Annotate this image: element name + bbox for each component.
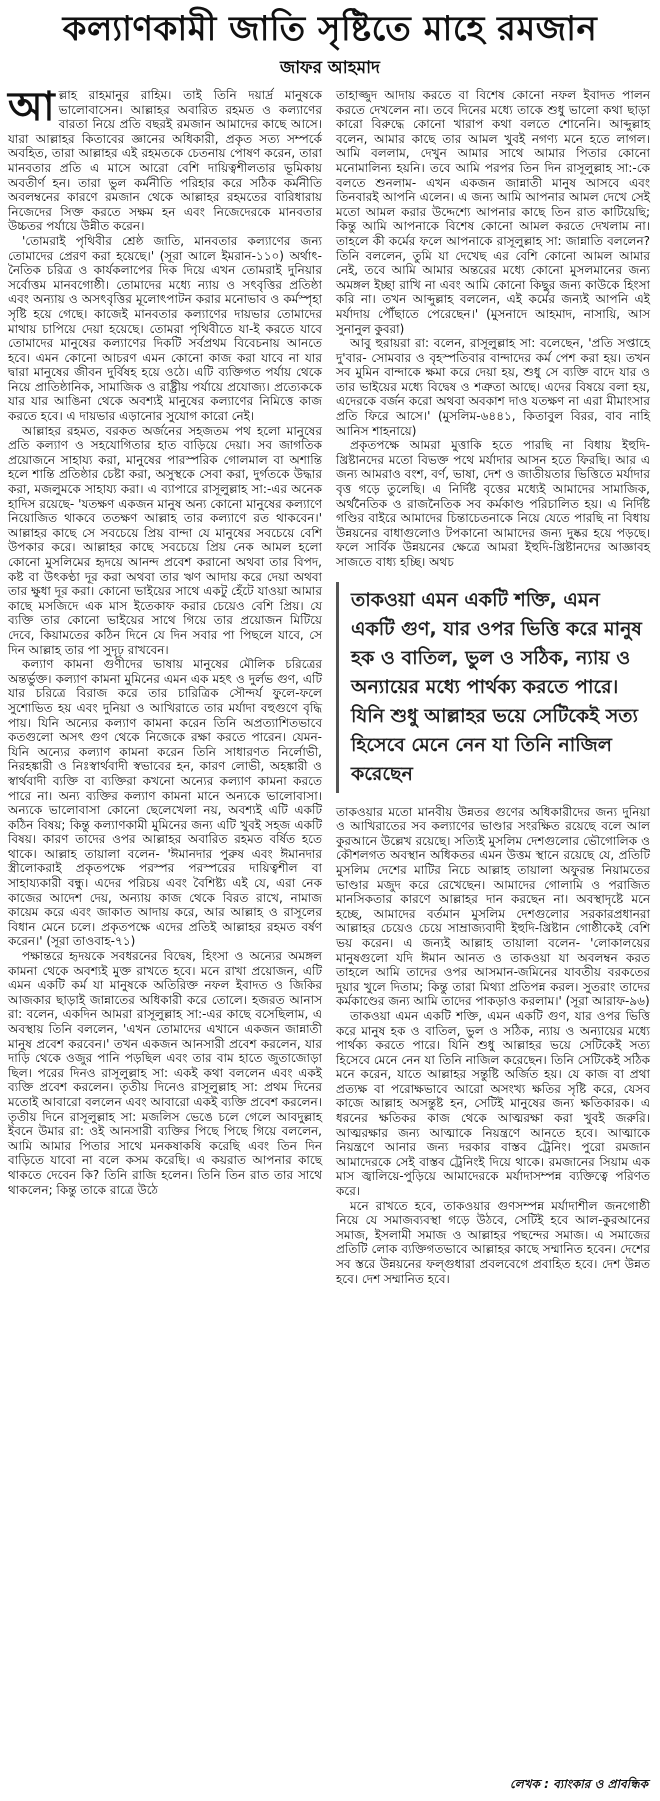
article-column-left [8,84,322,1197]
article-paragraph: তাকওয়ার মতো মানবীয় উন্নতর গুণের অধিকারীদের জন্য দুনিয়া ও আখিরাতের সব কল্যাণের ভাণ্ডার সংরক্ষিত রয়েছে বলে আল কুরআনে উল্লেখ রয়েছে। সত্যিই মুসলিম দেশগুলোর ভৌগোলিক ও কৌশলগত অবস্থান অধিকতর এমন উত্তম স্থানে রয়েছে যে, প্রতিটি মুসলিম দেশের মাটির নিচে আল্লাহ তায়ালা অফুরন্ত নিয়ামতের ভাণ্ডার মজুদ করে রেখেছেন। আমাদের গোলামি ও পরাজিত মানসিকতার কারণে আল্লাহর দান করছেন না। অবস্থাদৃষ্টে মনে হচ্ছে, আমাদের বর্তমান মুসলিম দেশগুলোর সরকারপ্রধানরা আল্লাহর চেয়েও চেয়ে সাম্রাজ্যবাদী ইহুদি-খ্রিষ্টান গোষ্ঠীকেই বেশি ভয় করেন। এ জন্যই আল্লাহ তায়ালা বলেন- 'লোকালয়ের মানুষগুলো যদি ঈমান আনত ও তাকওয়া যা অবলম্বন করত তাহলে আমি তাদের ওপর আসমান-জমিনের যাবতীয় বরকতের দুয়ার খুলে দিতাম; কিন্তু তারা মিথ্যা প্রতিপন্ন করল। সুতরাং তাদের কর্মকাণ্ডের জন্য আমি তাদের পাকড়াও করলাম।' (সূরা আরাফ-৯৬) [336,804,650,1009]
article-paragraph: আল্লাহর রহমত, বরকত অর্জনের সহজতম পথ হলো মানুষের প্রতি কল্যাণ ও সহযোগিতার হাত বাড়িয়ে দেয়া। সব জাগতিক প্রয়োজনে সাহায্য করা, মানুষের পারস্পরিক গোলমাল বা অশান্তি হলে শান্তি প্রতিষ্ঠার চেষ্টা করা, অসুস্থকে সেবা করা, দুর্গতকে উদ্ধার করা, মজলুমকে সাহায্য করা। এ ব্যাপারে রাসূলুল্লাহ সা:-এর অনেক হাদিস রয়েছে- 'যতক্ষণ একজন মানুষ অন্য কোনো মানুষের কল্যাণে নিয়োজিত থাকবে ততক্ষণ আল্লাহ তার কল্যাণে রত থাকবেন।' আল্লাহর কাছে সে সবচেয়ে প্রিয় বান্দা যে মানুষের সবচেয়ে বেশি উপকার করে। আল্লাহর কাছে সবচেয়ে প্রিয় নেক আমল হলো কোনো মুসলিমের হৃদয়ে আনন্দ প্রবেশ করানো অথবা তার বিপদ, কষ্ট বা উৎকণ্ঠা দূর করা অথবা তার ঋণ আদায় করে দেয়া অথবা তার ক্ষুধা দূর করা। কোনো ভাইয়ের সাথে একটু হেঁটে যাওয়া আমার কাছে মসজিদে এক মাস ইতেকাফ করার চেয়েও বেশি প্রিয়। যে ব্যক্তি তার কোনো ভাইয়ের সাথে গিয়ে তার প্রয়োজন মিটিয়ে দেবে, কিয়ামতের কঠিন দিনে যে দিন সবার পা পিছলে যাবে, সে দিন আল্লাহ তার পা সুদৃঢ় রাখবেন। [8,423,322,657]
pull-quote: তাকওয়া এমন একটি শক্তি, এমন একটি গুণ, যার ওপর ভিত্তি করে মানুষ হক ও বাতিল, ভুল ও সঠিক, ন্যায় ও অন্যায়ের মধ্যে পার্থক্য করতে পারে। যিনি শুধু আল্লাহর ভয়ে সেটিকেই সত্য হিসেবে মেনে নেন যা তিনি নাজিল করেছেন [336,582,650,793]
article-paragraph: তাকওয়া এমন একটি শক্তি, এমন একটি গুণ, যার ওপর ভিত্তি করে মানুষ হক ও বাতিল, ভুল ও সঠিক, ন্যায় ও অন্যায়ের মধ্যে পার্থক্য করতে পারে। যিনি শুধু আল্লাহর ভয়ে সেটিকেই সত্য হিসেবে মেনে নেন যা তিনি নাজিল করেছেন। তিনি সেটিকেই সঠিক মনে করেন, যাতে আল্লাহর সন্তুষ্টি অর্জিত হয়। যে কাজ বা প্রথা প্রত্যক্ষ বা পরোক্ষভাবে আরো অসংখ্য ক্ষতির সৃষ্টি করে, যেসব কাজে আল্লাহ অসন্তুষ্ট হন, সেটিই মানুষের জন্য ক্ষতিকারক। এ ধরনের ক্ষতিকর কাজ থেকে আত্মরক্ষা করা খুবই জরুরি। আত্মরক্ষার জন্য আত্মাকে নিয়ন্ত্রণে আনতে হবে। আত্মাকে নিয়ন্ত্রণে আনার জন্য দরকার বাস্তব ট্রেনিং। পুরো রমজান আমাদেরকে সেই বাস্তব ট্রেনিংই দিয়ে থাকে। রমজানের সিয়াম এক মাস জ্বালিয়ে-পুড়িয়ে আমাদেরকে মর্যাদাসম্পন্ন ব্যক্তিত্বে পরিণত করে। [336,1008,650,1199]
drop-cap: আ [8,84,55,130]
paragraph-text: ল্লাহ রাহমানুর রাহিম। তাই তিনি দয়ার্দ্র মানুষকে ভালোবাসেন। আল্লাহর অবারিত রহমত ও কল্যাণের বারতা নিয়ে প্রতি বছরই রমজান আমাদের কাছে আসে। যারা আল্লাহর কিতাবের জ্ঞানের অধিকারী, প্রকৃত সত্য সম্পর্কে অবহিত, তারা আল্লাহর এই রহমতকে চেতনায় পোষণ করেন, তারা মানবতার প্রতি এ মাসে আরো বেশি দায়িত্বশীলতার ভূমিকায় অবতীর্ণ হন। তারা ভুল কর্মনীতি পরিহার করে সঠিক কর্মনীতি অবলম্বনের কারণে রমজান থেকে আল্লাহর রহমতের বারিধারায় নিজেদের সিক্ত করতে সক্ষম হন এবং নিজেদেরকে মানবতার উচ্চতর পর্যায়ে উন্নীত করেন। [8,88,322,234]
article-paragraph: পক্ষান্তরে হৃদয়কে সবধরনের বিদ্বেষ, হিংসা ও অন্যের অমঙ্গল কামনা থেকে অবশ্যই মুক্ত রাখতে হবে। মনে রাখা প্রয়োজন, এটি এমন একটি কর্ম যা মানুষকে অতিরিক্ত নফল ইবাদত ও জিকির আজকার ছাড়াই জান্নাতের অধিকারী করে তোলে। হজরত আনাস রা: বলেন, একদিন আমরা রাসূলুল্লাহ সা:-এর কাছে বসেছিলাম, এ অবস্থায় তিনি বললেন, 'এখন তোমাদের এখানে একজন জান্নাতী মানুষ প্রবেশ করবেন।' তখন একজন আনসারী প্রবেশ করলেন, যার দাড়ি থেকে ওজুর পানি পড়ছিল এবং তার বাম হাতে জুতাজোড়া ছিল। পরের দিনও রাসূলুল্লাহ সা: একই কথা বললেন এবং একই ব্যক্তি প্রবেশ করলেন। তৃতীয় দিনেও রাসূলুল্লাহ সা: প্রথম দিনের মতোই আবারো বললেন এবং আবারো একই ব্যক্তি প্রবেশ করলেন। তৃতীয় দিনে রাসূলুল্লাহ সা: মজলিস ভেঙে চলে গেলে আবদুল্লাহ ইবনে উমার রা: ওই আনসারী ব্যক্তির পিছে পিছে গিয়ে বললেন, আমি আমার পিতার সাথে মনকষাকষি করেছি এবং তিন দিন বাড়িতে যাবো না বলে কসম করেছি। এ কয়রাত আপনার কাছে থাকতে দেবেন কি? তিনি রাজি হলেন। তিনি তিন রাত তার সাথে থাকলেন; কিন্তু তাকে রাত্রে উঠে [8,949,322,1197]
article-paragraph: মনে রাখতে হবে, তাকওয়ার গুণসম্পন্ন মর্যাদাশীল জনগোষ্ঠী নিয়ে যে সমাজব্যবস্থা গড়ে উঠবে, সেটিই হবে আল-কুরআনের সমাজ, ইসলামী সমাজ ও আল্লাহর পছন্দের সমাজ। এ সমাজের প্রতিটি লোক ব্যক্তিগতভাবে আল্লাহর কাছে সম্মানিত হবেন। দেশের সব স্তরে উন্নয়নের ফল্গুধারা প্রবলবেগে প্রবাহিত হবে। দেশ উন্নত হবে। দেশ সম্মানিত হবে। [336,1198,650,1286]
author-byline: লেখক : ব্যাংকার ও প্রাবন্ধিক [509,1777,648,1791]
article-title: কল্যাণকামী জাতি সৃষ্টিতে মাহে রমজান [62,9,598,49]
article-column-right [336,88,650,1286]
article-author: জাফর আহমাদ [280,58,380,78]
article-paragraph: আবু হুরায়রা রা: বলেন, রাসূলুল্লাহ সা: বলেছেন, 'প্রতি সপ্তাহে দু'বার- সোমবার ও বৃহস্পতিবার বান্দাদের কর্ম পেশ করা হয়। তখন সব মুমিন বান্দাকে ক্ষমা করে দেয়া হয়, শুধু সে ব্যক্তি বাদে যার ও তার ভাইয়ের মধ্যে বিদ্বেষ ও শত্রুতা আছে। এদের বিষয়ে বলা হয়, এদেরকে বর্জন করো অথবা অবকাশ দাও যতক্ষণ না এরা মীমাংসার প্রতি ফিরে আসে।' (মুসলিম-৬৪৪১, কিতাবুল বিরর, বাব নাহি আনিস শাহনায়ে) [336,336,650,438]
article-paragraph: 'তোমরাই পৃথিবীর শ্রেষ্ঠ জাতি, মানবতার কল্যাণের জন্য তোমাদের প্রেরণ করা হয়েছে।' (সূরা আলে ইমরান-১১০) অর্থাৎ- নৈতিক চরিত্র ও কার্যকলাপের দিক দিয়ে এখন তোমরাই দুনিয়ার সর্বোত্তম মানবগোষ্ঠী। তোমাদের মধ্যে ন্যায় ও সৎবৃত্তির প্রতিষ্ঠা এবং অন্যায় ও অসৎবৃত্তির মূলোৎপাটন করার মনোভাব ও কর্মস্পৃহা সৃষ্টি হয়ে গেছে। কাজেই মানবতার কল্যাণের দায়ভার তোমাদের মাথায় চাপিয়ে দেয়া হয়েছে। তোমরা পৃথিবীতে যা-ই করতে যাবে তোমাদের মানুষের কল্যাণের দিকটি সর্বপ্রথম বিবেচনায় আনতে হবে। এমন কোনো আচরণ এমন কোনো কাজ করা যাবে না যার দ্বারা মানুষের জীবন দুর্বিষহ হয়ে ওঠে। এটি ব্যক্তিগত পর্যায় থেকে নিয়ে প্রাতিষ্ঠানিক, সামাজিক ও রাষ্ট্রীয় পর্যায়ে প্রযোজ্য। প্রত্যেককে যার যার আঙিনা থেকে অবশ্যই মানুষের কল্যাণের নিমিত্তে কাজ করতে হবে। এ দায়ভার এড়ানোর সুযোগ কারো নেই। [8,233,322,424]
article-paragraph: প্রকৃতপক্ষে আমরা মুত্তাকি হতে পারছি না বিধায় ইহুদি-খ্রিষ্টানদের মতো বিভক্ত পথে মর্যাদার আসন হতে ফিরছি। আর এ জন্য আমরাও বংশ, বর্ণ, ভাষা, দেশ ও জাতীয়তার ভিত্তিতে মর্যাদার বৃত্ত গড়ে তুলেছি। এ নির্দিষ্ট বৃত্তের মধ্যেই আমাদের সামাজিক, অর্থনৈতিক ও রাজনৈতিক সব কর্মকাণ্ড পরিচালিত হয়। এ নির্দিষ্ট গণ্ডির বাইরে আমাদের চিন্তাচেতনাকে নিয়ে যেতে পারছি না বিধায় উন্নয়নের বাধাগুলোও টপকানো আমাদের জন্য দুষ্কর হয়ে পড়ছে। ফলে সার্বিক উন্নয়নের ক্ষেত্রে আমরা ইহুদি-খ্রিষ্টানদের আজ্ঞাবহ সাজতে বাধ্য হচ্ছি। অথচ [336,438,650,569]
article-paragraph: কল্যাণ কামনা গুণীদের ভাষায় মানুষের মৌলিক চরিত্রের অন্তর্ভুক্ত। কল্যাণ কামনা মুমিনের এমন এক মহৎ ও দুর্লভ গুণ, এটি যার চরিত্রে বিরাজ করে তার চারিত্রিক সৌন্দর্য ফুলে-ফলে সুশোভিত হয় এবং দুনিয়া ও আখিরাতে তার মর্যাদা বহুগুণে বৃদ্ধি পায়। যিনি অন্যের কল্যাণ কামনা করেন তিনি অপ্রত্যাশিতভাবে কতগুলো অসৎ গুণ থেকে নিজেকে রক্ষা করতে পারেন। যেমন- যিনি অন্যের কল্যাণ কামনা করেন তিনি সাধারণত নির্লোভী, নিরহঙ্কারী ও নিঃস্বার্থবাদী স্বভাবের হন, কারণ লোভী, অহঙ্কারী ও স্বার্থবাদী ব্যক্তি বা ব্যক্তিরা কখনো অন্যের কল্যাণ কামনা করতে পারে না। অন্য ব্যক্তির কল্যাণ কামনা মানে অন্যকে ভালোবাসা। অন্যকে ভালোবাসা কোনো ছেলেখেলা নয়, অবশ্যই এটি একটি কঠিন বিষয়; কিন্তু কল্যাণকামী মুমিনের জন্য এটি খুবই সহজ একটি বিষয়। কারণ তাদের ওপর আল্লাহর অবারিত রহমত বর্ষিত হতে থাকে। আল্লাহ তায়ালা বলেন- 'ঈমানদার পুরুষ এবং ঈমানদার স্ত্রীলোকরাই প্রকৃতপক্ষে পরস্পর পরস্পরের দায়িত্বশীল বা সাহায্যকারী বন্ধু। এদের পরিচয় এবং বৈশিষ্ট্য এই যে, এরা নেক কাজের আদেশ দেয়, অন্যায় কাজ থেকে বিরত রাখে, নামাজ কায়েম করে এবং জাকাত আদায় করে, আর আল্লাহ ও রাসূলের বিধান মেনে চলে। প্রকৃতপক্ষে এদের প্রতিই আল্লাহর রহমত বর্ষণ করেন।' (সূরা তাওবাহ-৭১) [8,657,322,949]
article-paragraph [8,84,322,234]
article-paragraph: তাহাজ্জুদ আদায় করতে বা বিশেষ কোনো নফল ইবাদত পালন করতে দেখলেন না। তবে দিনের মধ্যে তাকে শুধু ভালো কথা ছাড়া কারো বিরুদ্ধে কোনো খারাপ কথা বলতে শোনেনি। আব্দুল্লাহ বলেন, আমার কাছে তার আমল খুবই নগণ্য মনে হতে লাগল। আমি বললাম, দেখুন আমার সাথে আমার পিতার কোনো মনোমালিন্য হয়নি। তবে আমি পরপর তিন দিন রাসূলুল্লাহ সা:-কে বলতে শুনলাম- এখন একজন জান্নাতী মানুষ আসবে এবং তিনবারই আপনি এলেন। এ জন্য আমি আপনার আমল দেখে সেই মতো আমল করার উদ্দেশ্যে আপনার কাছে তিন রাত কাটিয়েছি; কিন্তু আমি আপনাকে বিশেষ কোনো আমল করতে দেখলাম না। তাহলে কী কর্মের ফলে আপনাকে রাসূলুল্লাহ সা: জান্নাতি বললেন? তিনি বললেন, তুমি যা দেখেছ এর বেশি কোনো আমল আমার নেই, তবে আমি আমার অন্তরের মধ্যে কোনো মুসলমানের জন্য অমঙ্গল ইচ্ছা রাখি না এবং আমি কোনো কিছুর জন্য কাউকে হিংসা করি না। তখন আব্দুল্লাহ বললেন, এই কর্মের জন্যই আপনি এই মর্যাদায় পৌঁছাতে পেরেছেন।' (মুসনাদে আহমাদ, নাসায়ি, আস সুনানুল কুবরা) [336,88,650,336]
